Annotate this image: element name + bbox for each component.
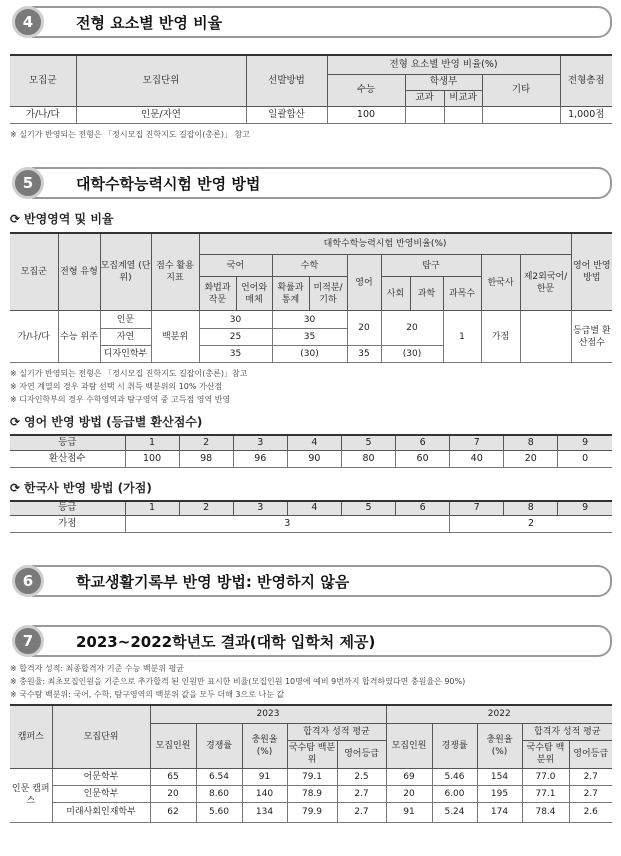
cell: 100	[327, 106, 405, 123]
th: 등급	[10, 435, 125, 450]
th: 9	[558, 501, 612, 516]
section-7-header	[10, 623, 612, 659]
table-row	[10, 768, 612, 785]
subheading	[10, 480, 621, 496]
th: 1	[125, 501, 179, 516]
th: 5	[341, 435, 395, 450]
th: 모집군	[10, 55, 76, 106]
th: 2	[179, 501, 233, 516]
th: 언어와 매체	[236, 277, 272, 311]
cell: 인문	[100, 311, 151, 329]
cell: 2.7	[337, 785, 386, 802]
th: 한국사	[481, 255, 520, 311]
th: 등급	[10, 501, 125, 516]
cell: 인문학부	[52, 785, 150, 802]
cell: 1,000점	[560, 106, 612, 123]
th: 3	[233, 435, 287, 450]
cell: 77.1	[522, 785, 569, 802]
cell: 5.46	[432, 768, 477, 785]
cell: (30)	[272, 346, 347, 363]
table-row	[10, 802, 612, 822]
cell: 90	[287, 450, 341, 467]
th: 6	[396, 435, 450, 450]
cell: 2.6	[569, 802, 612, 822]
subheading-text: 한국사 반영 방법 (가점)	[24, 480, 152, 495]
cell: 20	[150, 785, 196, 802]
subheading-text: 반영영역 및 비율	[24, 211, 114, 226]
th: 3	[233, 501, 287, 516]
history-grade-table	[10, 500, 612, 534]
cell: 35	[272, 329, 347, 346]
th: 8	[504, 435, 558, 450]
cell: 78.4	[522, 802, 569, 822]
cell: 2	[450, 516, 612, 533]
th: 국수탐 백분위	[522, 740, 569, 768]
arrow-icon: ⟳	[10, 415, 21, 429]
th: 7	[450, 501, 504, 516]
cell: 174	[477, 802, 522, 822]
th: 경쟁률	[432, 723, 477, 768]
table-row	[10, 516, 612, 533]
th: 9	[558, 435, 612, 450]
th: 제2외국어/ 한문	[520, 255, 571, 311]
th: 화법과 작문	[199, 277, 236, 311]
cell: 2.5	[337, 768, 386, 785]
th: 모집계열 (단위)	[100, 233, 151, 311]
th: 충원율 (%)	[477, 723, 522, 768]
section-number: 4	[12, 6, 44, 38]
cell: 0	[558, 450, 612, 467]
table-row	[10, 450, 612, 467]
cell: 78.9	[287, 785, 337, 802]
section-title: 전형 요소별 반영 비율	[76, 14, 223, 32]
th: 합격자 성적 평균	[287, 723, 386, 740]
cell: 35	[199, 346, 272, 363]
th: 교과	[405, 90, 444, 106]
cell: 134	[242, 802, 287, 822]
cell: 91	[242, 768, 287, 785]
th: 점수 활용 지표	[151, 233, 199, 311]
th: 수학	[272, 255, 347, 277]
subheading	[10, 211, 621, 227]
arrow-icon: ⟳	[10, 480, 21, 495]
cell: 79.1	[287, 768, 337, 785]
th: 경쟁률	[196, 723, 242, 768]
section-title: 학교생활기록부 반영 방법: 반영하지 않음	[76, 573, 350, 591]
note: ※ 실기가 반영되는 전형은 「정시모집 진학지도 길잡이(총론)」 참고	[10, 129, 250, 139]
cell: 인문 캠퍼스	[10, 768, 52, 822]
section-number: 7	[12, 625, 44, 657]
note: ※ 실기가 반영되는 전형은 「정시모집 진학지도 길잡이(총론)」참고	[10, 369, 248, 378]
cell: 가/나/다	[10, 106, 76, 123]
section-title: 2023~2022학년도 결과(대학 입학처 제공)	[76, 633, 376, 651]
cell: 25	[199, 329, 272, 346]
th: 모집인원	[386, 723, 432, 768]
cell: 2.7	[569, 768, 612, 785]
cell: 2.7	[569, 785, 612, 802]
section-5-header	[10, 165, 612, 201]
th: 캠퍼스	[10, 705, 52, 768]
th: 탐구	[381, 255, 481, 277]
cell: 일괄합산	[246, 106, 327, 123]
cell: 8.60	[196, 785, 242, 802]
th: 미적분/ 기하	[309, 277, 347, 311]
th: 선발방법	[246, 55, 327, 106]
cell: 154	[477, 768, 522, 785]
cell: (30)	[381, 346, 443, 363]
th: 합격자 성적 평균	[522, 723, 612, 740]
arrow-icon: ⟳	[10, 211, 21, 226]
th: 영어 반영 방법	[571, 233, 612, 311]
note: ※ 충원율: 최초모집인원을 기준으로 추가합격 된 인원만 표시한 비율(모집인원 10명에 예비 9번까지 합격하였다면 충원율은 90%)	[10, 677, 466, 686]
note: ※ 자연 계열의 경우 과탐 선택 시 취득 백분위의 10% 가산점	[10, 382, 223, 391]
cell: 어문학부	[52, 768, 150, 785]
th: 8	[504, 501, 558, 516]
th: 전형총점	[560, 55, 612, 106]
cell: 미래사회인재학부	[52, 802, 150, 822]
cell: 20	[347, 311, 381, 346]
th: 전형 유형	[58, 233, 100, 311]
cell: 20	[381, 311, 443, 346]
cell: 69	[386, 768, 432, 785]
th: 모집인원	[150, 723, 196, 768]
cell: 35	[347, 346, 381, 363]
table-row	[10, 785, 612, 802]
cell: 98	[179, 450, 233, 467]
cell: 77.0	[522, 768, 569, 785]
th: 모집단위	[52, 705, 150, 768]
cell: 91	[386, 802, 432, 822]
cell: 6.54	[196, 768, 242, 785]
table-row	[10, 106, 612, 123]
cell: 환산점수	[10, 450, 125, 467]
th: 영어등급	[337, 740, 386, 768]
section-4-header	[10, 4, 612, 40]
notes	[10, 662, 615, 701]
cell: 1	[443, 311, 481, 363]
cell: 79.9	[287, 802, 337, 822]
results-table	[10, 704, 612, 823]
section-number: 6	[12, 565, 44, 597]
cell: 수능 위주	[58, 311, 100, 363]
notes	[10, 367, 615, 406]
cell: 3	[125, 516, 450, 533]
th: 수능	[327, 74, 405, 106]
th: 영어등급	[569, 740, 612, 768]
th: 7	[450, 435, 504, 450]
cell: 140	[242, 785, 287, 802]
note: ※ 디자인학부의 경우 수학영역과 탐구영역 중 고득점 영역 반영	[10, 395, 231, 404]
cell: 20	[504, 450, 558, 467]
cell: 96	[233, 450, 287, 467]
cell: 80	[341, 450, 395, 467]
element-ratio-table	[10, 54, 612, 124]
cell: 30	[272, 311, 347, 329]
note: ※ 합격자 성적: 최종합격자 기준 수능 백분위 평균	[10, 664, 185, 673]
cell: 195	[477, 785, 522, 802]
th: 국어	[199, 255, 272, 277]
th: 6	[396, 501, 450, 516]
note: ※ 국수탐 백분위: 국어, 수학, 탐구영역의 백분위 값을 모두 더해 3으로 나눈 값	[10, 690, 285, 699]
cell: 디자인학부	[100, 346, 151, 363]
th: 1	[125, 435, 179, 450]
th: 5	[341, 501, 395, 516]
th: 2023	[150, 705, 386, 723]
cell: 자연	[100, 329, 151, 346]
th: 충원율 (%)	[242, 723, 287, 768]
th: 확률과 통계	[272, 277, 309, 311]
th: 4	[287, 501, 341, 516]
th: 모집단위	[76, 55, 246, 106]
cell: 5.60	[196, 802, 242, 822]
cell: 100	[125, 450, 179, 467]
th: 전형 요소별 반영 비율(%)	[327, 55, 560, 74]
table-row	[10, 311, 612, 329]
th: 기타	[482, 74, 560, 106]
th: 대학수학능력시험 반영비율(%)	[199, 233, 571, 255]
section-title: 대학수학능력시험 반영 방법	[76, 174, 261, 193]
cell: 2.7	[337, 802, 386, 822]
th: 국수탐 백분위	[287, 740, 337, 768]
cell: 30	[199, 311, 272, 329]
th: 과목수	[443, 277, 481, 311]
th: 모집군	[10, 233, 58, 311]
th: 사회	[381, 277, 410, 311]
cell: 백분위	[151, 311, 199, 363]
th: 2022	[386, 705, 612, 723]
cell: 60	[396, 450, 450, 467]
subheading	[10, 414, 621, 430]
cell: 20	[386, 785, 432, 802]
cell: 5.24	[432, 802, 477, 822]
th: 비교과	[444, 90, 482, 106]
th: 학생부	[405, 74, 482, 90]
th: 4	[287, 435, 341, 450]
cell: 인문/자연	[76, 106, 246, 123]
cell: 6.00	[432, 785, 477, 802]
cell: 가/나/다	[10, 311, 58, 363]
th: 영어	[347, 255, 381, 311]
cell: 62	[150, 802, 196, 822]
english-grade-table	[10, 434, 612, 468]
th: 과학	[410, 277, 443, 311]
cell: 65	[150, 768, 196, 785]
cell: 가점	[10, 516, 125, 533]
section-6-header	[10, 563, 612, 599]
cell: 40	[450, 450, 504, 467]
subheading-text: 영어 반영 방법 (등급별 환산점수)	[24, 415, 203, 429]
cell: 가점	[481, 311, 520, 363]
suneung-ratio-table	[10, 232, 612, 364]
th: 2	[179, 435, 233, 450]
section-number: 5	[12, 167, 44, 199]
cell: 등급별 환산점수	[571, 311, 612, 363]
